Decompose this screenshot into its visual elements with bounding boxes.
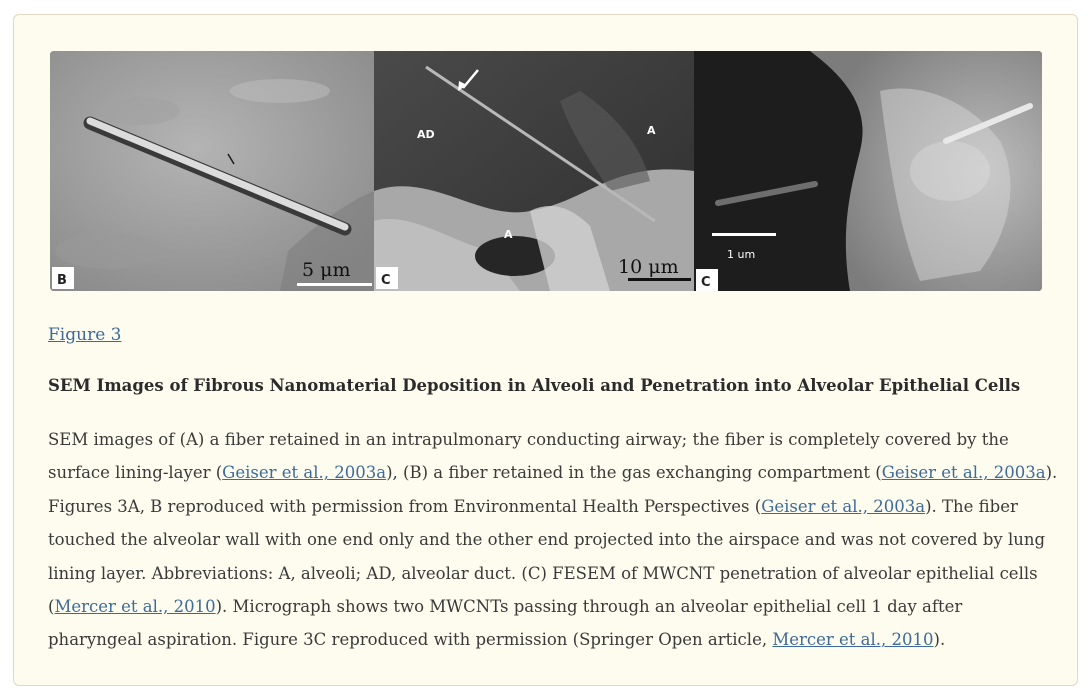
panel-c-annotation-ad: AD [417,128,435,141]
panel-c-annotation-a-2: A [504,228,513,241]
citation-link-geiser-2[interactable]: Geiser et al., 2003a [881,463,1046,483]
caption-text-3: ). Figures 3A, B reproduced with permission from Environmental Health Perspectives ( [48,463,1058,516]
figure-title: SEM Images of Fibrous Nanomaterial Deposition in Alveoli and Penetration into Alveolar Epithelial Cells [48,376,1021,395]
panel-c-right [694,51,1042,291]
panel-b-scale-label: 5 μm [302,259,351,281]
caption-text-4: ). The fiber touched the alveolar wall with one end only and the other end projected into the airspace and was not covered by lung lining layer. Abbreviations: A, alveoli; AD, alveolar duct. (C) FESEM of MWCNT penetration of alveolar epithelial cells ( [48,496,1046,617]
panel-b [50,51,374,291]
panel-c-scale-label: 10 μm [618,256,679,278]
panel-c2-scale-label: 1 um [727,248,756,261]
panel-c-label: C [381,273,391,288]
caption-text-1: SEM images of (A) a fiber retained in an intrapulmonary conducting airway; the fiber is completely covered by the surface lining-layer ( [48,430,1009,483]
citation-link-geiser-3[interactable]: Geiser et al., 2003a [761,496,926,516]
citation-link-mercer-2[interactable]: Mercer et al., 2010 [772,630,934,650]
panel-c-middle [374,51,694,291]
figure-link[interactable]: Figure 3 [48,325,122,345]
caption-text-6: ). [933,630,946,650]
citation-link-mercer-1[interactable]: Mercer et al., 2010 [54,597,216,617]
figure-card [13,14,1078,686]
caption-text-5: ). Micrograph shows two MWCNTs passing through an alveolar epithelial cell 1 day after pharyngeal aspiration. Figure 3C reproduced with permission (Springer Open article, [48,597,963,650]
panel-b-label: B [57,273,67,288]
citation-link-geiser-1[interactable]: Geiser et al., 2003a [222,463,387,483]
panel-c2-label: C [701,275,711,290]
caption-text-2: ), (B) a fiber retained in the gas exchanging compartment ( [386,463,882,483]
panel-c-annotation-a-1: A [647,124,656,137]
figure-image[interactable] [50,51,1042,291]
figure-caption [48,423,1058,657]
